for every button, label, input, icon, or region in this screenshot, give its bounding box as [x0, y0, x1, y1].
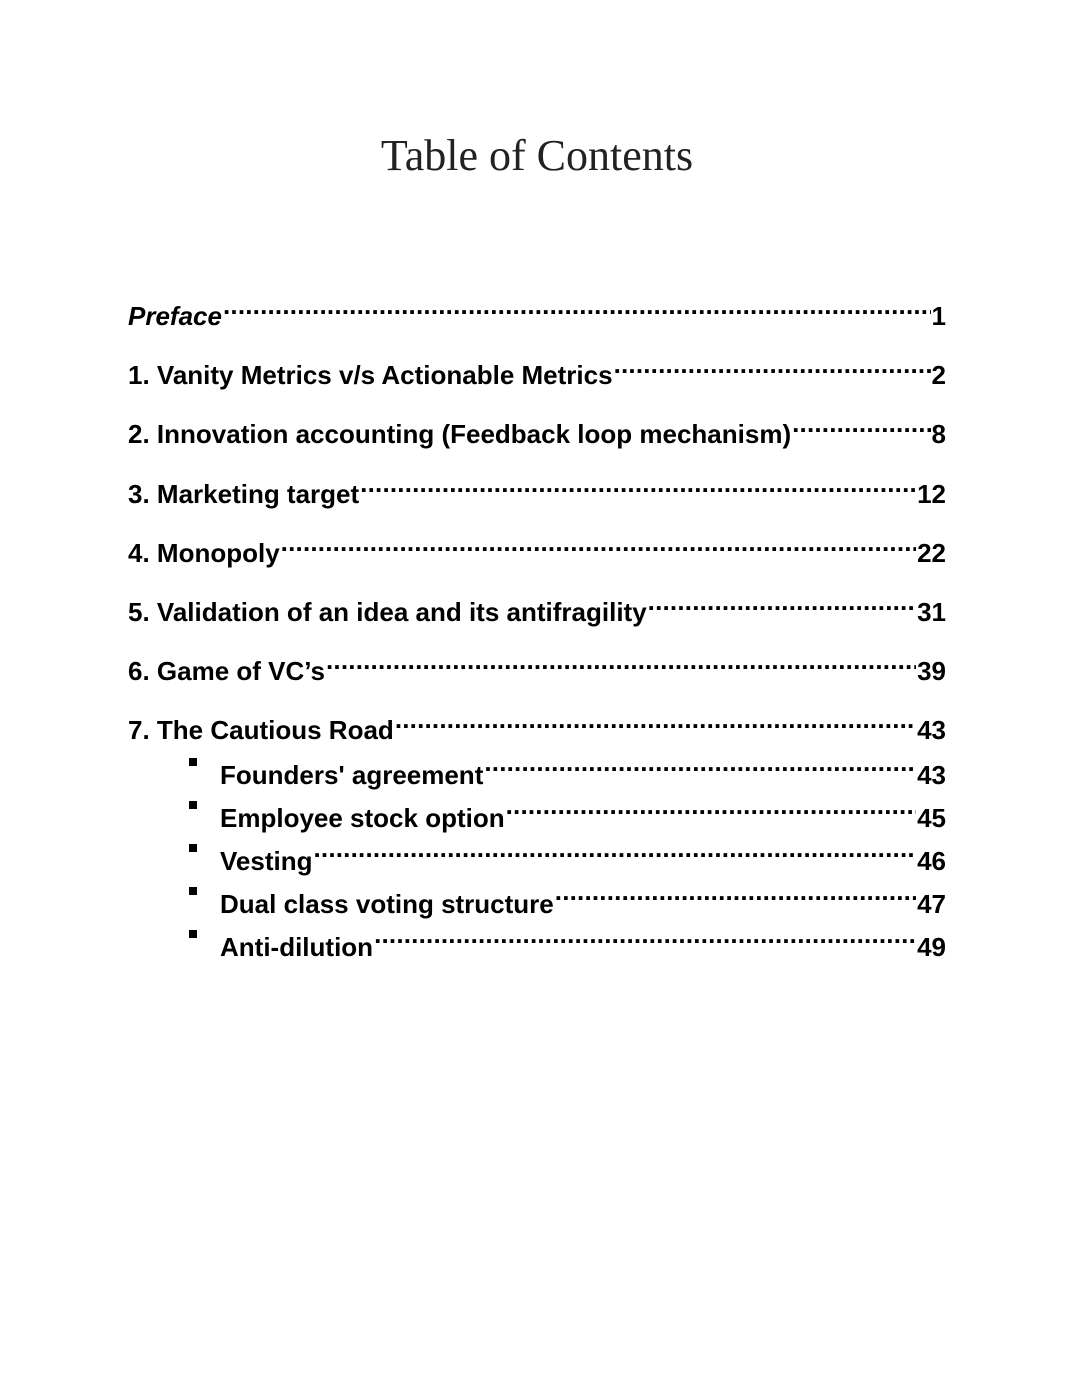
toc-subentry-label: Dual class voting structure — [220, 889, 554, 920]
toc-entry-chapter-3[interactable] — [128, 463, 946, 509]
toc-subentry-employee-stock-option[interactable] — [128, 784, 946, 834]
table-of-contents — [128, 285, 946, 963]
toc-entry-label: Preface — [128, 301, 222, 331]
toc-page-number: 22 — [917, 537, 946, 568]
toc-entry-chapter-5[interactable] — [128, 581, 946, 627]
dot-leader — [281, 522, 916, 562]
dot-leader — [313, 827, 916, 870]
toc-page-number: 39 — [917, 656, 946, 687]
toc-entry-chapter-2[interactable] — [128, 403, 946, 450]
dot-leader — [484, 741, 916, 784]
square-bullet-icon — [189, 844, 197, 852]
toc-entry-preface[interactable] — [128, 285, 946, 331]
dot-leader — [395, 699, 916, 739]
toc-page-number: 47 — [917, 889, 946, 920]
dot-leader — [326, 640, 916, 680]
toc-entry-chapter-1[interactable] — [128, 344, 946, 391]
dot-leader — [360, 463, 916, 503]
toc-entry-label: 3. Marketing target — [128, 478, 360, 509]
toc-subentry-founders-agreement[interactable] — [128, 741, 946, 791]
square-bullet-icon — [189, 758, 197, 766]
toc-subentry-label: Founders' agreement — [220, 760, 484, 791]
toc-page-number: 31 — [917, 596, 946, 627]
toc-entry-label: 2. Innovation accounting (Feedback loop mechanism) — [128, 419, 792, 450]
toc-page-number: 1 — [931, 301, 946, 331]
toc-entry-label: 6. Game of VC’s — [128, 656, 325, 687]
toc-page-number: 43 — [917, 715, 946, 746]
toc-page-number: 49 — [917, 932, 946, 963]
toc-subentry-dual-class-voting[interactable] — [128, 870, 946, 920]
toc-subentry-vesting[interactable] — [128, 827, 946, 877]
square-bullet-icon — [189, 930, 197, 938]
toc-entry-chapter-6[interactable] — [128, 640, 946, 687]
dot-leader — [506, 784, 916, 827]
toc-entry-label: 7. The Cautious Road — [128, 715, 394, 746]
toc-page-number: 43 — [917, 760, 946, 791]
toc-subentry-label: Vesting — [220, 846, 313, 877]
toc-subentry-label: Employee stock option — [220, 803, 505, 834]
toc-page-number: 45 — [917, 803, 946, 834]
toc-subentry-label: Anti-dilution — [220, 932, 374, 963]
dot-leader — [792, 403, 930, 443]
dot-leader — [374, 913, 916, 956]
toc-page-number: 12 — [917, 478, 946, 509]
dot-leader — [614, 344, 931, 384]
toc-entry-label: 5. Validation of an idea and its antifragility — [128, 596, 647, 627]
toc-entry-chapter-4[interactable] — [128, 522, 946, 568]
toc-entry-label: 4. Monopoly — [128, 537, 280, 568]
toc-page-number: 46 — [917, 846, 946, 877]
page-title: Table of Contents — [380, 131, 694, 180]
toc-subentry-anti-dilution[interactable] — [128, 913, 946, 963]
square-bullet-icon — [189, 887, 197, 895]
toc-page-number: 2 — [931, 360, 946, 391]
dot-leader — [555, 870, 916, 913]
square-bullet-icon — [189, 801, 197, 809]
dot-leader — [223, 285, 931, 325]
toc-entry-label: 1. Vanity Metrics v/s Actionable Metrics — [128, 360, 613, 391]
toc-page-number: 8 — [931, 419, 946, 450]
dot-leader — [648, 581, 916, 621]
toc-entry-chapter-7[interactable] — [128, 699, 946, 746]
